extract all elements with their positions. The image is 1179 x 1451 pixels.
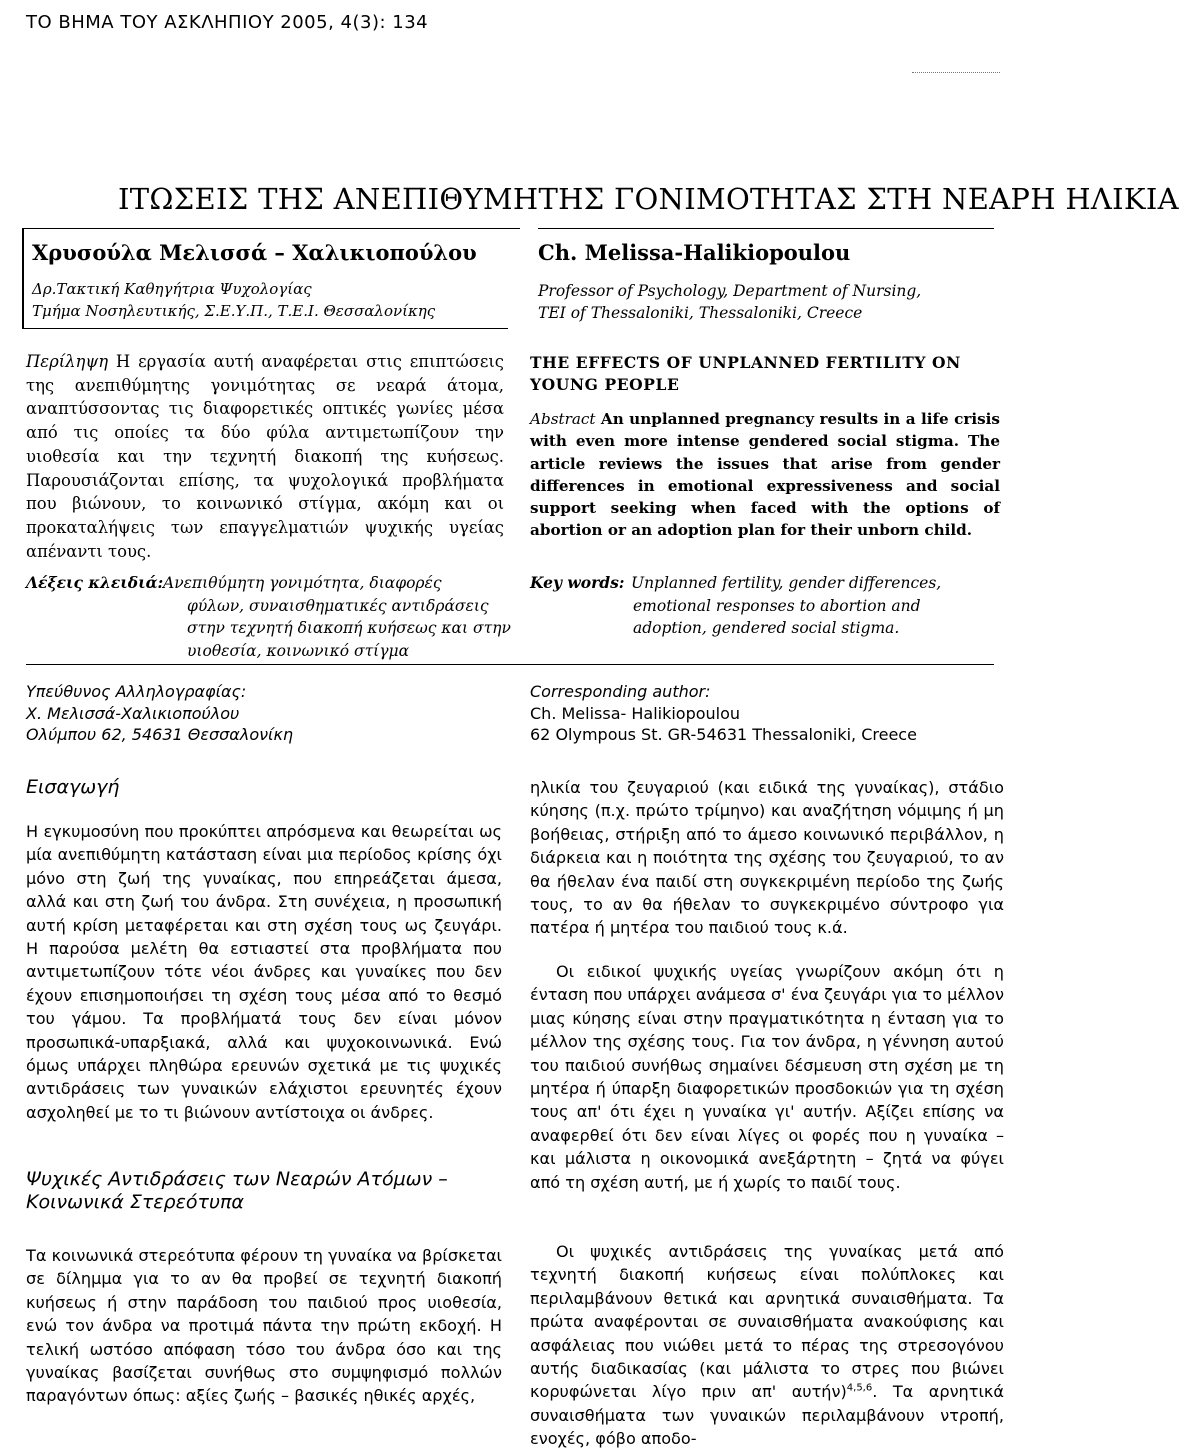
running-head: ΤΟ ΒΗΜΑ ΤΟΥ ΑΣΚΛΗΠΙΟΥ 2005, 4(3): 134 bbox=[26, 12, 429, 33]
keywords-greek bbox=[26, 572, 511, 660]
english-title bbox=[530, 352, 1000, 396]
right-paragraph-3 bbox=[530, 1240, 1004, 1451]
author-name-english: Ch. Melissa-Halikiopoulou bbox=[538, 240, 851, 265]
english-title-line: THE EFFECTS OF UNPLANNED FERTILITY ON bbox=[530, 353, 961, 372]
section-title-line: Ψυχικές Αντιδράσεις των Νεαρών Ατόμων – bbox=[26, 1168, 448, 1190]
keywords-english-text bbox=[631, 572, 941, 640]
keywords-greek-text bbox=[163, 572, 511, 662]
correspondence-address: 62 Olympous St. GR-54631 Thessaloniki, Creece bbox=[530, 725, 917, 744]
author-frame-left bbox=[22, 228, 24, 328]
keyword-line: Unplanned fertility, gender differences, bbox=[631, 574, 942, 592]
abstract-greek-text: Η εργασία αυτή αναφέρεται στις επιπτώσεις της ανεπιθύμητης γονιμότητας σε νεαρά άτομα, αναπτύσσοντας τις διαφορετικές οπτικές γωνίες μέσα από τις οποίες τα δύο φύλα αντιμετωπίζουν την υιοθεσία και την τεχνητή διακοπή της κυήσεως. Παρουσιάζονται επίσης, τα ψυχολογικά προβλήματα που βιώνουν, το κοινωνικό στίγμα, ακόμη και οι προκαταλήψεις των επαγγελματιών ψυχικής υγείας απέναντι τους. bbox=[26, 352, 504, 561]
english-title-line: YOUNG PEOPLE bbox=[530, 375, 680, 394]
correspondence-label: Corresponding author: bbox=[530, 682, 711, 701]
keyword-line: υιοθεσία, κοινωνικό στίγμα bbox=[187, 641, 410, 660]
section-divider bbox=[26, 664, 994, 665]
article-title: ΙΤΩΣΕΙΣ ΤΗΣ ΑΝΕΠΙΘΥΜΗΤΗΣ ΓΟΝΙΜΟΤΗΤΑΣ ΣΤΗ ΝΕΑΡΗ ΗΛΙΚΙΑ bbox=[118, 182, 1179, 216]
section-title-introduction: Εισαγωγή bbox=[26, 776, 120, 798]
intro-paragraph: Η εγκυμοσύνη που προκύπτει απρόσμενα και θεωρείται ως μία ανεπιθύμητη κατάσταση είναι μια περίοδος κρίσης όχι μόνο στη ζωή της γυναίκας, που επηρεάζεται άμεσα, αλλά και στη ζωή του άνδρα. Στη συνέχεια, η προσωπική αυτή κρίση μεταφέρεται και στη σχέση τους ως ζευγάρι. Η παρούσα μελέτη θα εστιαστεί στα προβλήματα που αντιμετωπίζουν τότε νέοι άνδρες και γυναίκες που δεν έχουν επισημοποιήσει τη σχέση τους μέσα από το θεσμό του γάμου. Τα προβλήματά τους δεν είναι μόνον προσωπικά-υπαρξιακά, αλλά και ψυχοκοινωνικά. Ενώ όμως υπάρχει πληθώρα ερευνών σχετικά με τις ψυχικές αντιδράσεις των γυναικών ελάχιστοι ερευνητές έχουν ασχοληθεί με το τι βιώνουν αντίστοιχα οι άνδρες. bbox=[26, 822, 502, 1122]
author-affiliation-greek bbox=[32, 278, 435, 322]
keyword-line: Ανεπιθύμητη γονιμότητα, διαφορές bbox=[163, 574, 442, 592]
correspondence-english bbox=[530, 681, 917, 746]
citation-refs: 4,5,6 bbox=[846, 1383, 873, 1395]
affiliation-line: Professor of Psychology, Department of Nursing, bbox=[538, 282, 922, 300]
keywords-greek-label: Λέξεις κλειδιά: bbox=[26, 573, 164, 592]
section-title-line: Κοινωνικά Στερεότυπα bbox=[26, 1191, 244, 1213]
author-name-greek: Χρυσούλα Μελισσά – Χαλικιοπούλου bbox=[32, 240, 477, 265]
paragraph-text: Οι ψυχικές αντιδράσεις της γυναίκας μετά από τεχνητή διακοπή κυήσεως είναι πολύπλοκες και περιλαμβάνουν θετικά και αρνητικά συναισθήματα. Τα πρώτα αναφέρονται σε συναισθήματα ανακούφισης και ασφάλειας που νιώθει μετά το πέρας της στρεσογόνου αυτής διαδικασίας (και μάλιστα το στρες που βιώνει κορυφώνεται λίγο πριν απ' αυτήν) bbox=[530, 1242, 1004, 1402]
correspondence-greek bbox=[26, 681, 293, 746]
abstract-greek bbox=[26, 350, 504, 563]
right-paragraph-2: Οι ειδικοί ψυχικής υγείας γνωρίζουν ακόμη ότι η ένταση που υπάρχει ανάμεσα σ' ένα ζευγάρι για το μέλλον μιας κύησης είναι στην πραγματικότητα η ένταση για το μέλλον της σχέσης τους. Για τον άνδρα, η γέννηση αυτού του παιδιού συνήθως σημαίνει δέσμευση στη σχέση με τη μητέρα ή ύπαρξη διαφορετικών προσδοκιών για τη σχέση τους απ' ότι έχει η γυναίκα γι' αυτήν. Αξίζει επίσης να αναφερθεί ότι δεν είναι λίγες οι φορές που η γυναίκα – και μάλιστα η οικονομικά ανεξάρτητη – ζητά να φύγει από τη σχέση αυτή, με ή χωρίς το παιδί τους. bbox=[530, 962, 1004, 1192]
affiliation-line: TEI of Thessaloniki, Thessaloniki, Creece bbox=[538, 304, 863, 322]
title-rule-left bbox=[22, 228, 520, 229]
decorative-dotted-rule bbox=[912, 72, 1000, 73]
affiliation-line: Δρ.Τακτική Καθηγήτρια Ψυχολογίας bbox=[32, 280, 312, 298]
abstract-english-text: An unplanned pregnancy results in a life crisis with even more intense gendered social stigma. The article reviews the issues that arise from gender differences in emotional expressiveness and social support seeking when faced with the options of abortion or an adoption plan for their unborn child. bbox=[530, 410, 1000, 540]
keyword-line: adoption, gendered social stigma. bbox=[633, 619, 900, 637]
correspondence-name: Ch. Melissa- Halikiopoulou bbox=[530, 703, 741, 723]
correspondence-address: Ολύμπου 62, 54631 Θεσσαλονίκη bbox=[26, 725, 294, 744]
correspondence-label: Υπεύθυνος Αλληλογραφίας: bbox=[26, 682, 247, 701]
abstract-english-label: Abstract bbox=[530, 410, 596, 428]
keyword-line: emotional responses to abortion and bbox=[633, 596, 921, 615]
keywords-english-label: Key words: bbox=[530, 573, 625, 592]
author-frame-bottom bbox=[22, 328, 508, 329]
author-affiliation-english bbox=[538, 280, 921, 324]
correspondence-name: Χ. Μελισσά-Χαλικιοπούλου bbox=[26, 703, 240, 723]
abstract-greek-label: Περίληψη bbox=[26, 352, 109, 371]
keyword-line: φύλων, συναισθηματικές αντιδράσεις bbox=[187, 596, 489, 615]
right-paragraph-1: ηλικία του ζευγαριού (και ειδικά της γυναίκας), στάδιο κύησης (π.χ. πρώτο τρίμηνο) και αναζήτηση νόμιμης ή μη βοήθειας, στήριξη από το άμεσο κοινωνικό περιβάλλον, η διάρκεια και η ποιότητα της σχέσης του ζευγαριού, το αν θα ήθελαν ένα παιδί στη συγκεκριμένη περίοδο της ζωής τους, το αν θα ήθελαν το συγκεκριμένο σύντροφο για πατέρα ή μητέρα του παιδιού τους κ.ά. bbox=[530, 778, 1004, 938]
paragraph-text: . Τα αρνητικά συναισθήματα των γυναικών περιλαμβάνουν ντροπή, ενοχές, φόβο αποδο- bbox=[530, 1382, 1004, 1449]
reactions-paragraph: Τα κοινωνικά στερεότυπα φέρουν τη γυναίκα να βρίσκεται σε δίλημμα για το αν θα προβεί σε τεχνητή διακοπή κυήσεως ή στην παράδοση του παιδιού προς υιοθεσία, ενώ τον άνδρα να προτιμά πάντα την πρώτη εκδοχή. Η τελική ωστόσο απόφαση τόσο του άνδρα όσο και της γυναίκας βασίζεται συνήθως στο συμψηφισμό πολλών παραγόντων όπως: αξίες ζωής – βασικές ηθικές αρχές, bbox=[26, 1246, 502, 1406]
affiliation-line: Τμήμα Νοσηλευτικής, Σ.Ε.Υ.Π., Τ.Ε.Ι. Θεσσαλονίκης bbox=[32, 302, 436, 320]
title-rule-right bbox=[538, 228, 994, 229]
abstract-english bbox=[530, 408, 1000, 542]
keywords-english bbox=[530, 572, 942, 637]
section-title-reactions bbox=[26, 1168, 502, 1214]
keyword-line: στην τεχνητή διακοπή κυήσεως και στην bbox=[187, 619, 511, 637]
